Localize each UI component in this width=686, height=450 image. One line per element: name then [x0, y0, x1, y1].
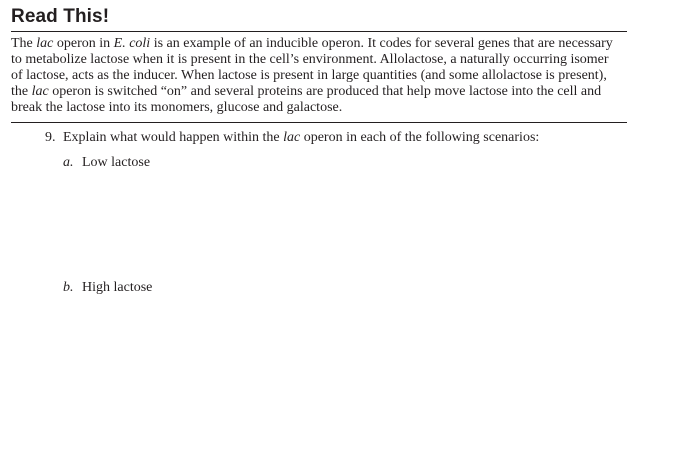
- subpart-a: [63, 155, 150, 171]
- question-9: [45, 130, 539, 146]
- subpart-letter: b.: [63, 280, 74, 295]
- subpart-b: [63, 280, 152, 296]
- intro-text: to metabolize lactose when it is present in the cell’s environment. Allolactose, a naturally occurring isomer: [11, 52, 609, 67]
- intro-line-3: [11, 68, 627, 84]
- question-italic-lac: lac: [283, 130, 301, 145]
- subpart-letter: a.: [63, 155, 74, 170]
- question-text: Explain what would happen within the: [63, 130, 284, 145]
- intro-paragraph: [11, 36, 627, 116]
- bottom-divider: [11, 122, 627, 123]
- intro-text: The: [11, 36, 37, 51]
- intro-line-5: [11, 100, 627, 116]
- intro-line-4: [11, 84, 627, 100]
- section-heading: Read This!: [11, 6, 110, 27]
- intro-line-2: [11, 52, 627, 68]
- top-divider: [11, 31, 627, 32]
- intro-text: operon is switched “on” and several proteins are produced that help move lactose into the cell and: [48, 84, 602, 99]
- intro-text: break the lactose into its monomers, glucose and galactose.: [11, 100, 343, 115]
- intro-text: is an example of an inducible operon. It codes for several genes that are necessary: [150, 36, 613, 51]
- intro-text: the: [11, 84, 32, 99]
- intro-text: operon in: [53, 36, 114, 51]
- intro-line-1: [11, 36, 627, 52]
- intro-text: of lactose, acts as the inducer. When lactose is present in large quantities (and some allolactose is present),: [11, 68, 607, 83]
- subpart-label: Low lactose: [82, 155, 151, 170]
- subpart-label: High lactose: [82, 280, 153, 295]
- intro-italic-ecoli: E. coli: [113, 36, 151, 51]
- intro-italic-lac: lac: [36, 36, 54, 51]
- question-number: 9.: [45, 130, 56, 145]
- intro-italic-lac: lac: [31, 84, 49, 99]
- question-text-end: operon in each of the following scenarios:: [300, 130, 540, 145]
